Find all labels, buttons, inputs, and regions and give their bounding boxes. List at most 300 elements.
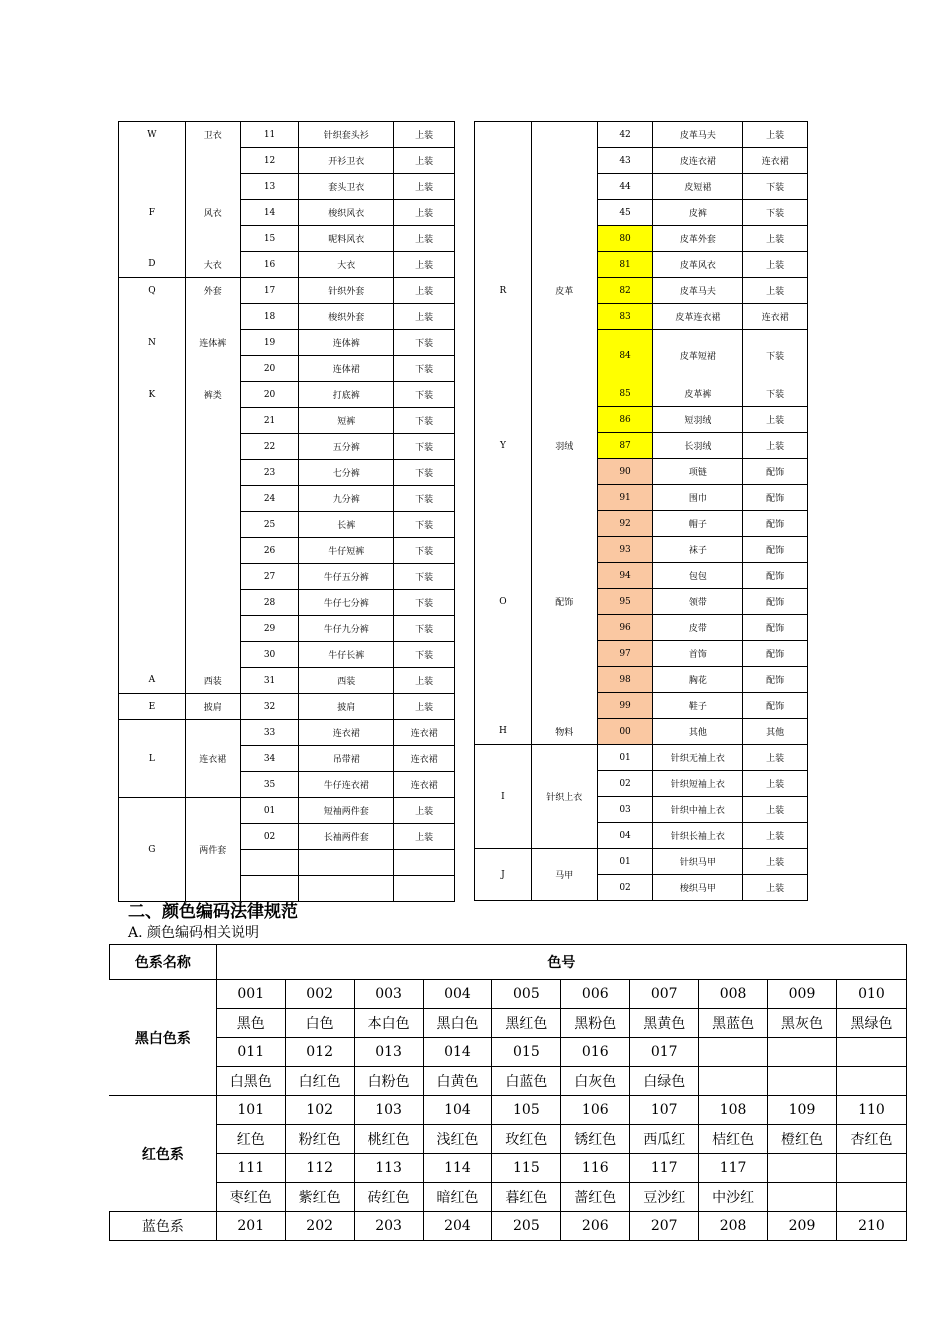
- row-code: 80: [597, 226, 653, 252]
- table-row: [475, 485, 808, 511]
- row-code: 35: [240, 772, 299, 798]
- color-row: [110, 1009, 907, 1038]
- row-category: [185, 174, 240, 200]
- table-row: [119, 382, 455, 408]
- row-item-name: 连衣裙: [299, 720, 394, 746]
- row-category: 物料: [531, 719, 597, 745]
- row-category: [531, 563, 597, 589]
- row-code: 87: [597, 433, 653, 459]
- color-code-cell: 108: [699, 1096, 768, 1125]
- row-item-name: 牛仔九分裤: [299, 616, 394, 642]
- row-category: 配饰: [531, 589, 597, 615]
- row-category: [185, 642, 240, 668]
- row-code: 92: [597, 511, 653, 537]
- row-category: [531, 407, 597, 433]
- color-name-cell: 黑白色: [423, 1009, 492, 1038]
- row-item-type: 上装: [743, 278, 808, 304]
- row-letter: [119, 590, 186, 616]
- row-item-type: 上装: [394, 824, 455, 850]
- row-item-type: [394, 876, 455, 902]
- row-category: [531, 381, 597, 407]
- row-code: 20: [240, 382, 299, 408]
- row-item-name: 牛仔七分裤: [299, 590, 394, 616]
- row-category: [185, 538, 240, 564]
- row-letter: R: [475, 278, 532, 304]
- row-item-type: 下装: [394, 564, 455, 590]
- row-item-name: 皮革外套: [653, 226, 743, 252]
- row-item-name: 西装: [299, 668, 394, 694]
- row-item-type: 下装: [394, 642, 455, 668]
- table-row: [475, 511, 808, 537]
- row-item-type: 上装: [743, 745, 808, 771]
- color-code-table: [109, 944, 907, 1241]
- row-item-name: 皮短裙: [653, 174, 743, 200]
- color-code-cell: 201: [216, 1212, 285, 1241]
- table-row: [475, 200, 808, 226]
- color-code-cell: 102: [285, 1096, 354, 1125]
- row-item-name: 大衣: [299, 252, 394, 278]
- row-letter: [119, 642, 186, 668]
- color-code-cell: 106: [561, 1096, 630, 1125]
- color-name-cell: 紫红色: [285, 1183, 354, 1212]
- table-row: [119, 122, 455, 148]
- row-item-name: [299, 850, 394, 876]
- row-code: 24: [240, 486, 299, 512]
- row-code: 01: [240, 798, 299, 824]
- row-item-name: 短袖两件套: [299, 798, 394, 824]
- row-item-name: 梭织马甲: [653, 875, 743, 901]
- row-code: 19: [240, 330, 299, 356]
- row-letter: [119, 174, 186, 200]
- row-code: 33: [240, 720, 299, 746]
- table-row: [119, 434, 455, 460]
- row-letter: [119, 512, 186, 538]
- color-code-cell: 207: [630, 1212, 699, 1241]
- table-row: [475, 667, 808, 693]
- color-code-cell: 210: [836, 1212, 906, 1241]
- row-letter: N: [119, 330, 186, 356]
- row-letter: [119, 304, 186, 330]
- color-code-cell: 117: [630, 1154, 699, 1183]
- row-code: 32: [240, 694, 299, 720]
- row-item-type: 下装: [743, 330, 808, 382]
- row-item-type: 下装: [743, 381, 808, 407]
- row-letter: A: [119, 668, 186, 694]
- row-category: [531, 330, 597, 382]
- color-code-cell: 011: [216, 1038, 285, 1067]
- section-subtitle: A. 颜色编码相关说明: [128, 925, 260, 941]
- color-code-cell: 014: [423, 1038, 492, 1067]
- row-item-type: 上装: [394, 694, 455, 720]
- table-row: [475, 589, 808, 615]
- table-row: [475, 381, 808, 407]
- left-product-table: [118, 121, 455, 902]
- row-item-type: 上装: [743, 823, 808, 849]
- row-code: 25: [240, 512, 299, 538]
- row-code: 91: [597, 485, 653, 511]
- row-letter: [119, 460, 186, 486]
- color-code-cell: 113: [354, 1154, 423, 1183]
- row-letter: [119, 434, 186, 460]
- row-item-type: 连衣裙: [394, 772, 455, 798]
- color-name-cell: 白黄色: [423, 1067, 492, 1096]
- color-code-cell: 005: [492, 980, 561, 1009]
- color-row: [110, 980, 907, 1009]
- row-code: 85: [597, 381, 653, 407]
- row-item-type: 下装: [394, 590, 455, 616]
- row-category: [531, 252, 597, 278]
- row-item-name: 梭织外套: [299, 304, 394, 330]
- color-name-cell: 杏红色: [836, 1125, 906, 1154]
- color-code-cell: 017: [630, 1038, 699, 1067]
- row-letter: [119, 148, 186, 174]
- row-letter: [475, 407, 532, 433]
- table-row: [119, 564, 455, 590]
- table-row: [119, 798, 455, 824]
- color-code-cell: 204: [423, 1212, 492, 1241]
- row-item-type: 上装: [394, 668, 455, 694]
- row-item-type: 上装: [743, 875, 808, 901]
- row-item-name: 牛仔五分裤: [299, 564, 394, 590]
- color-group-name: 红色系: [110, 1096, 217, 1212]
- row-category: [185, 148, 240, 174]
- color-code-cell: 205: [492, 1212, 561, 1241]
- row-code: 02: [597, 875, 653, 901]
- row-item-type: 上装: [743, 849, 808, 875]
- color-name-cell: 黑蓝色: [699, 1009, 768, 1038]
- row-category: [531, 200, 597, 226]
- row-code: 94: [597, 563, 653, 589]
- row-code: 44: [597, 174, 653, 200]
- row-letter: [475, 667, 532, 693]
- row-code: 43: [597, 148, 653, 174]
- table-row: [119, 512, 455, 538]
- row-item-name: 袜子: [653, 537, 743, 563]
- table-row: [475, 252, 808, 278]
- table-row: [119, 668, 455, 694]
- table-row: [475, 433, 808, 459]
- row-item-name: 九分裤: [299, 486, 394, 512]
- row-letter: [475, 122, 532, 148]
- row-item-name: 针织短袖上衣: [653, 771, 743, 797]
- row-item-type: 配饰: [743, 511, 808, 537]
- row-item-name: 牛仔长裤: [299, 642, 394, 668]
- color-name-cell: 白红色: [285, 1067, 354, 1096]
- table-row: [119, 174, 455, 200]
- row-letter: D: [119, 252, 186, 278]
- row-letter: [119, 408, 186, 434]
- row-code: 30: [240, 642, 299, 668]
- table-row: [475, 304, 808, 330]
- row-item-type: 上装: [743, 433, 808, 459]
- table-row: [119, 252, 455, 278]
- row-item-type: [394, 850, 455, 876]
- header-group-name: 色系名称: [110, 945, 217, 980]
- row-letter: W: [119, 122, 186, 148]
- table-row: [475, 174, 808, 200]
- row-item-name: 皮革裤: [653, 381, 743, 407]
- color-code-cell: 004: [423, 980, 492, 1009]
- row-category: 马甲: [531, 849, 597, 901]
- color-name-cell: 浅红色: [423, 1125, 492, 1154]
- row-letter: [119, 564, 186, 590]
- row-code: 31: [240, 668, 299, 694]
- row-letter: E: [119, 694, 186, 720]
- row-category: 卫衣: [185, 122, 240, 148]
- row-item-type: 下装: [743, 174, 808, 200]
- row-letter: F: [119, 200, 186, 226]
- table-row: [475, 641, 808, 667]
- table-row: [119, 460, 455, 486]
- row-letter: [119, 538, 186, 564]
- right-product-table: [474, 121, 808, 901]
- color-code-cell: [768, 1038, 837, 1067]
- row-item-name: 皮裤: [653, 200, 743, 226]
- table-row: [119, 408, 455, 434]
- color-code-cell: 115: [492, 1154, 561, 1183]
- row-item-name: 梭织风衣: [299, 200, 394, 226]
- row-code: 90: [597, 459, 653, 485]
- color-name-cell: 粉红色: [285, 1125, 354, 1154]
- row-item-name: 连体裙: [299, 356, 394, 382]
- row-item-name: 针织套头衫: [299, 122, 394, 148]
- row-item-name: 皮革马夫: [653, 278, 743, 304]
- table-row: [119, 590, 455, 616]
- row-category: 裤类: [185, 382, 240, 408]
- row-item-name: 其他: [653, 719, 743, 745]
- row-category: 披肩: [185, 694, 240, 720]
- row-category: [185, 486, 240, 512]
- color-code-cell: 117: [699, 1154, 768, 1183]
- row-item-name: 披肩: [299, 694, 394, 720]
- row-code: 29: [240, 616, 299, 642]
- row-item-type: 配饰: [743, 459, 808, 485]
- row-category: [185, 512, 240, 538]
- color-name-cell: [836, 1183, 906, 1212]
- row-item-name: 领带: [653, 589, 743, 615]
- row-code: 22: [240, 434, 299, 460]
- color-name-cell: 桃红色: [354, 1125, 423, 1154]
- row-item-type: 上装: [743, 122, 808, 148]
- color-name-cell: 蔷红色: [561, 1183, 630, 1212]
- row-letter: G: [119, 798, 186, 902]
- table-row: [475, 330, 808, 382]
- row-item-name: 项链: [653, 459, 743, 485]
- row-code: 95: [597, 589, 653, 615]
- color-name-cell: 白蓝色: [492, 1067, 561, 1096]
- row-category: [531, 511, 597, 537]
- color-code-cell: 110: [836, 1096, 906, 1125]
- row-category: [531, 226, 597, 252]
- table-row: [475, 407, 808, 433]
- section-title: 二、颜色编码法律规范: [128, 902, 298, 922]
- color-code-cell: 203: [354, 1212, 423, 1241]
- row-item-name: 针织中袖上衣: [653, 797, 743, 823]
- row-code: 81: [597, 252, 653, 278]
- row-item-type: 配饰: [743, 615, 808, 641]
- color-group-name: 黑白色系: [110, 980, 217, 1096]
- row-item-name: 长袖两件套: [299, 824, 394, 850]
- row-item-name: 套头卫衣: [299, 174, 394, 200]
- row-category: [531, 641, 597, 667]
- color-name-cell: 豆沙红: [630, 1183, 699, 1212]
- row-item-name: 吊带裙: [299, 746, 394, 772]
- row-category: [531, 148, 597, 174]
- row-code: 93: [597, 537, 653, 563]
- color-code-cell: 001: [216, 980, 285, 1009]
- color-table-header: [110, 945, 907, 980]
- row-item-type: 配饰: [743, 693, 808, 719]
- table-row: [119, 330, 455, 356]
- row-item-type: 上装: [743, 407, 808, 433]
- row-category: 皮革: [531, 278, 597, 304]
- color-row: [110, 1096, 907, 1125]
- row-category: [531, 615, 597, 641]
- color-code-cell: 010: [836, 980, 906, 1009]
- row-item-type: 上装: [394, 122, 455, 148]
- row-item-type: 下装: [394, 512, 455, 538]
- row-code: 20: [240, 356, 299, 382]
- row-item-type: 上装: [743, 797, 808, 823]
- row-category: [531, 459, 597, 485]
- color-code-cell: 209: [768, 1212, 837, 1241]
- color-code-cell: 012: [285, 1038, 354, 1067]
- row-letter: [475, 459, 532, 485]
- row-item-name: 呢料风衣: [299, 226, 394, 252]
- row-code: 99: [597, 693, 653, 719]
- table-row: [475, 226, 808, 252]
- row-item-name: 皮革短裙: [653, 330, 743, 382]
- row-item-name: 针织无袖上衣: [653, 745, 743, 771]
- row-item-type: 配饰: [743, 667, 808, 693]
- row-category: [185, 408, 240, 434]
- row-code: 14: [240, 200, 299, 226]
- row-item-name: 围巾: [653, 485, 743, 511]
- row-code: 97: [597, 641, 653, 667]
- table-row: [475, 849, 808, 875]
- color-name-cell: 橙红色: [768, 1125, 837, 1154]
- row-category: [185, 460, 240, 486]
- row-letter: [475, 174, 532, 200]
- color-name-cell: 暗红色: [423, 1183, 492, 1212]
- row-code: 42: [597, 122, 653, 148]
- row-item-type: 连衣裙: [394, 720, 455, 746]
- row-item-type: 上装: [394, 304, 455, 330]
- row-code: 01: [597, 745, 653, 771]
- row-item-name: 打底裤: [299, 382, 394, 408]
- row-category: [185, 590, 240, 616]
- row-letter: H: [475, 719, 532, 745]
- row-item-type: 上装: [394, 174, 455, 200]
- row-item-name: 七分裤: [299, 460, 394, 486]
- table-row: [119, 278, 455, 304]
- row-letter: [475, 381, 532, 407]
- row-code: 03: [597, 797, 653, 823]
- row-code: 17: [240, 278, 299, 304]
- row-item-name: 牛仔短裤: [299, 538, 394, 564]
- row-category: 西装: [185, 668, 240, 694]
- row-item-name: 牛仔连衣裙: [299, 772, 394, 798]
- row-item-name: 短裤: [299, 408, 394, 434]
- row-item-name: 长羽绒: [653, 433, 743, 459]
- row-letter: [119, 226, 186, 252]
- row-item-type: 上装: [394, 226, 455, 252]
- row-item-type: 连衣裙: [394, 746, 455, 772]
- color-code-cell: 112: [285, 1154, 354, 1183]
- row-letter: [475, 511, 532, 537]
- row-letter: [475, 563, 532, 589]
- color-name-cell: 中沙红: [699, 1183, 768, 1212]
- row-code: 28: [240, 590, 299, 616]
- color-code-cell: 013: [354, 1038, 423, 1067]
- row-category: [185, 434, 240, 460]
- row-category: [185, 226, 240, 252]
- row-letter: [475, 304, 532, 330]
- color-group-name: 蓝色系: [110, 1212, 217, 1241]
- row-item-type: 配饰: [743, 485, 808, 511]
- color-code-cell: 002: [285, 980, 354, 1009]
- table-row: [475, 563, 808, 589]
- table-row: [119, 226, 455, 252]
- row-category: [531, 174, 597, 200]
- row-item-type: 上装: [743, 252, 808, 278]
- color-row: [110, 1067, 907, 1096]
- row-item-type: 下装: [394, 538, 455, 564]
- color-code-cell: [699, 1038, 768, 1067]
- color-code-cell: 003: [354, 980, 423, 1009]
- color-code-cell: 114: [423, 1154, 492, 1183]
- row-code: 01: [597, 849, 653, 875]
- row-item-type: 上装: [394, 278, 455, 304]
- table-row: [119, 720, 455, 746]
- row-letter: [475, 148, 532, 174]
- row-letter: [475, 641, 532, 667]
- row-letter: [119, 486, 186, 512]
- row-item-name: 胸花: [653, 667, 743, 693]
- row-item-type: 其他: [743, 719, 808, 745]
- color-code-cell: 111: [216, 1154, 285, 1183]
- color-name-cell: 黑黄色: [630, 1009, 699, 1038]
- row-category: [531, 122, 597, 148]
- row-category: 羽绒: [531, 433, 597, 459]
- row-code: 00: [597, 719, 653, 745]
- row-letter: Q: [119, 278, 186, 304]
- row-item-name: 连体裤: [299, 330, 394, 356]
- row-letter: Y: [475, 433, 532, 459]
- color-name-cell: [836, 1067, 906, 1096]
- color-row: [110, 1183, 907, 1212]
- color-name-cell: 白灰色: [561, 1067, 630, 1096]
- table-row: [475, 745, 808, 771]
- row-item-type: 配饰: [743, 537, 808, 563]
- row-category: [185, 616, 240, 642]
- row-item-type: 上装: [394, 200, 455, 226]
- row-item-name: 首饰: [653, 641, 743, 667]
- table-row: [119, 148, 455, 174]
- color-name-cell: 枣红色: [216, 1183, 285, 1212]
- table-row: [475, 148, 808, 174]
- row-letter: I: [475, 745, 532, 849]
- row-letter: [475, 252, 532, 278]
- table-row: [119, 694, 455, 720]
- color-name-cell: 黑粉色: [561, 1009, 630, 1038]
- table-row: [119, 616, 455, 642]
- color-name-cell: 本白色: [354, 1009, 423, 1038]
- row-item-type: 下装: [394, 408, 455, 434]
- color-name-cell: 白绿色: [630, 1067, 699, 1096]
- color-code-cell: 116: [561, 1154, 630, 1183]
- row-item-type: 下装: [394, 330, 455, 356]
